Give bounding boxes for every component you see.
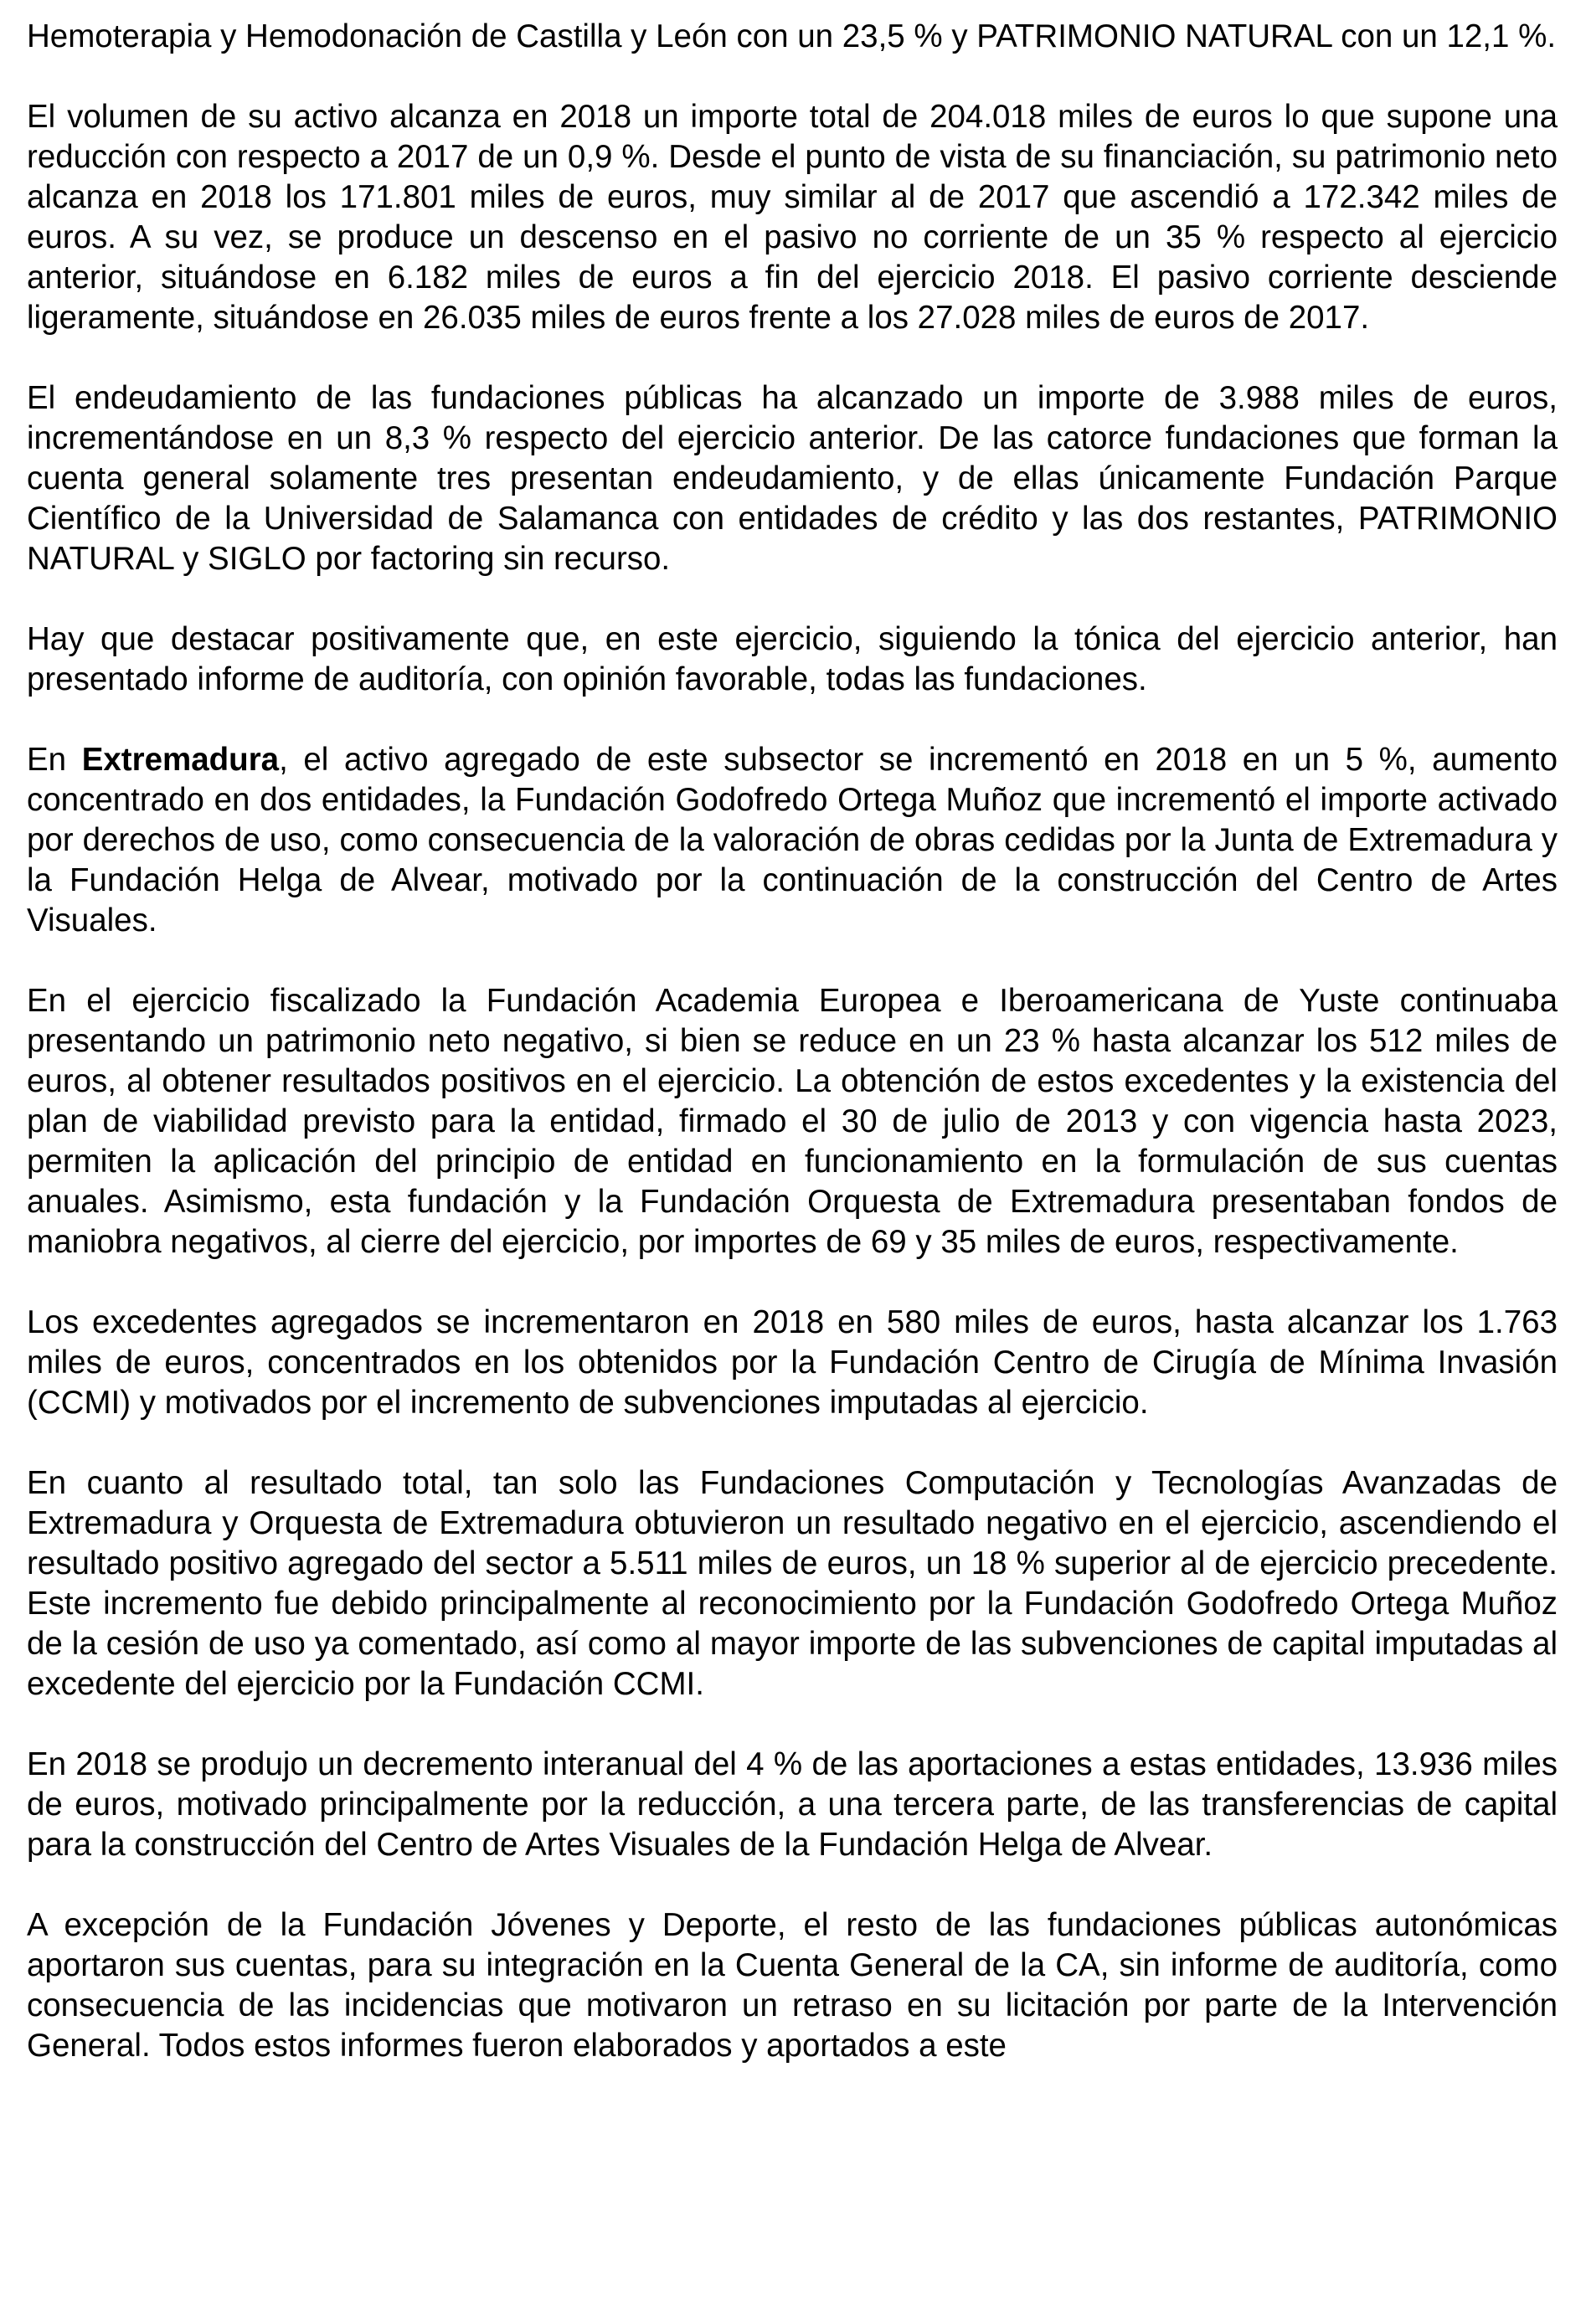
paragraph-auditoria: Hay que destacar positivamente que, en este ejercicio, siguiendo la tónica del ejercicio anterior, han presentado informe de auditoría, con opinión favorable, todas las fundaciones. — [27, 621, 1558, 697]
paragraph-castilla-leon-shares: Hemoterapia y Hemodonación de Castilla y León con un 23,5 % y PATRIMONIO NATURAL con un 12,1 %. — [27, 18, 1557, 54]
extremadura-lead: En — [27, 742, 82, 778]
extremadura-heading: Extremadura — [81, 742, 280, 778]
extremadura-body: , el activo agregado de este subsector se incrementó en 2018 en un 5 %, aumento concentrado en dos entidades, la Fundación Godofredo Ortega Muñoz que incrementó el importe activado por derechos de uso, como consecuencia de la valoración de obras cedidas por la Junta de Extremadura y la Fundación Helga de Alvear, motivado por la continuación de la construcción del Centro de Artes Visuales. — [27, 742, 1558, 938]
paragraph-excedentes: Los excedentes agregados se incrementaron en 2018 en 580 miles de euros, hasta alcanzar los 1.763 miles de euros, concentrados en los obtenidos por la Fundación Centro de Cirugía de Mínima Invasión (CCMI) y motivados por el incremento de subvenciones imputadas al ejercicio. — [27, 1304, 1558, 1421]
paragraph-extremadura-activo — [27, 740, 1558, 941]
paragraph-endeudamiento: El endeudamiento de las fundaciones públicas ha alcanzado un importe de 3.988 miles de euros, incrementándose en un 8,3 % respecto del ejercicio anterior. De las catorce fundaciones que forman la cuenta general solamente tres presentan endeudamiento, y de ellas únicamente Fundación Parque Científico de la Universidad de Salamanca con entidades de crédito y las dos restantes, PATRIMONIO NATURAL y SIGLO por factoring sin recurso. — [27, 380, 1558, 577]
paragraph-aportaciones: En 2018 se produjo un decremento interanual del 4 % de las aportaciones a estas entidades, 13.936 miles de euros, motivado principalmente por la reducción, a una tercera parte, de las transferencias de capital para la construcción del Centro de Artes Visuales de la Fundación Helga de Alvear. — [27, 1746, 1558, 1863]
document-page — [27, 17, 1558, 2066]
paragraph-resultado-total: En cuanto al resultado total, tan solo las Fundaciones Computación y Tecnologías Avanzadas de Extremadura y Orquesta de Extremadura obtuvieron un resultado negativo en el ejercicio, ascendiendo el resultado positivo agregado del sector a 5.511 miles de euros, un 18 % superior al de ejercicio precedente. Este incremento fue debido principalmente al reconocimiento por la Fundación Godofredo Ortega Muñoz de la cesión de uso ya comentado, así como al mayor importe de las subvenciones de capital imputadas al excedente del ejercicio por la Fundación CCMI. — [27, 1465, 1558, 1702]
paragraph-cuentas-auditoria: A excepción de la Fundación Jóvenes y Deporte, el resto de las fundaciones públicas autonómicas aportaron sus cuentas, para su integración en la Cuenta General de la CA, sin informe de auditoría, como consecuencia de las incidencias que motivaron un retraso en su licitación por parte de la Intervención General. Todos estos informes fueron elaborados y aportados a este — [27, 1907, 1558, 2064]
paragraph-yuste: En el ejercicio fiscalizado la Fundación Academia Europea e Iberoamericana de Yuste continuaba presentando un patrimonio neto negativo, si bien se reduce en un 23 % hasta alcanzar los 512 miles de euros, al obtener resultados positivos en el ejercicio. La obtención de estos excedentes y la existencia del plan de viabilidad previsto para la entidad, firmado el 30 de julio de 2013 y con vigencia hasta 2023, permiten la aplicación del principio de entidad en funcionamiento en la formulación de sus cuentas anuales. Asimismo, esta fundación y la Fundación Orquesta de Extremadura presentaban fondos de maniobra negativos, al cierre del ejercicio, por importes de 69 y 35 miles de euros, respectivamente. — [27, 983, 1558, 1260]
paragraph-activo-financiacion: El volumen de su activo alcanza en 2018 un importe total de 204.018 miles de euros lo que supone una reducción con respecto a 2017 de un 0,9 %. Desde el punto de vista de su financiación, su patrimonio neto alcanza en 2018 los 171.801 miles de euros, muy similar al de 2017 que ascendió a 172.342 miles de euros. A su vez, se produce un descenso en el pasivo no corriente de un 35 % respecto al ejercicio anterior, situándose en 6.182 miles de euros a fin del ejercicio 2018. El pasivo corriente desciende ligeramente, situándose en 26.035 miles de euros frente a los 27.028 miles de euros de 2017. — [27, 99, 1558, 336]
